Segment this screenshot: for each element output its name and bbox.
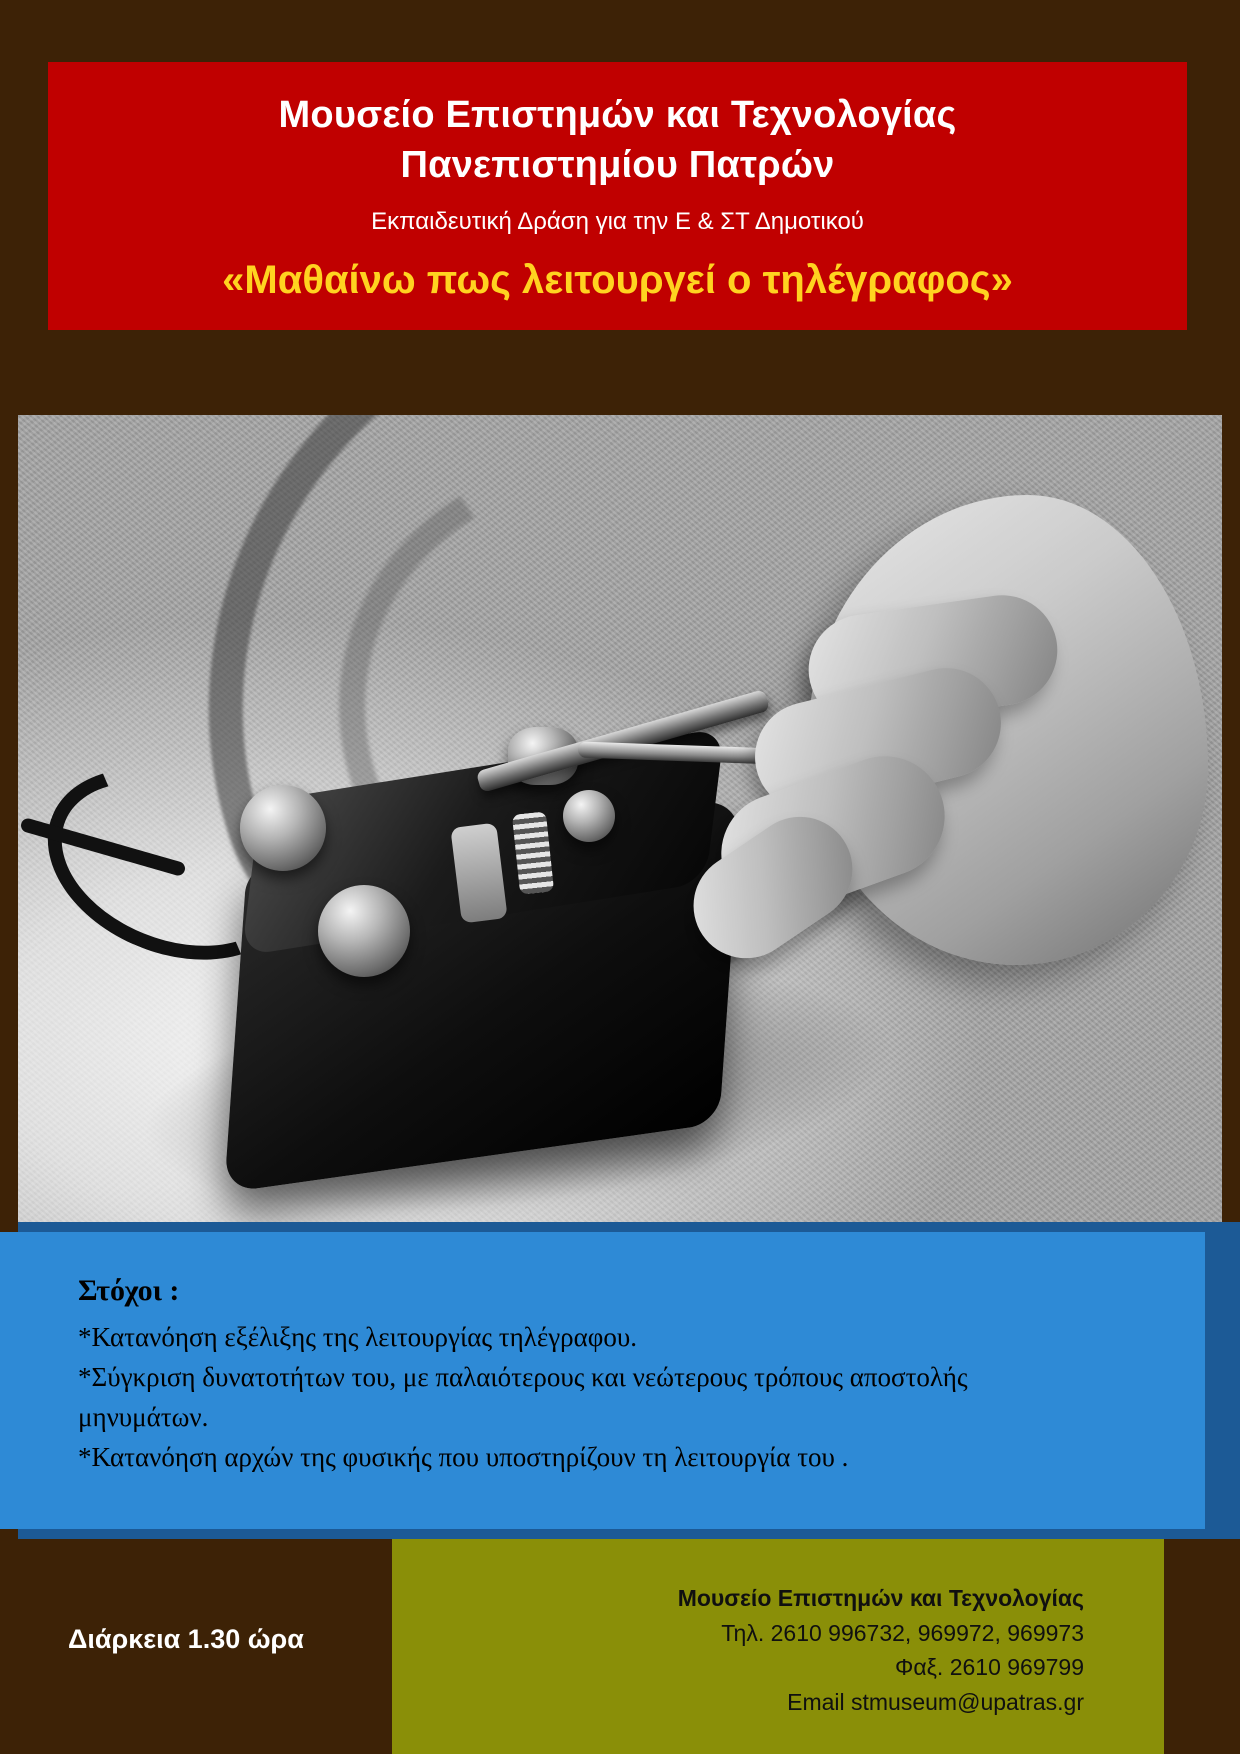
header-subtitle: Εκπαιδευτική Δράση για την Ε & ΣΤ Δημοτικού <box>371 208 864 236</box>
header-title <box>88 90 1147 190</box>
duration-label: Διάρκεια 1.30 ώρα <box>68 1624 304 1654</box>
objectives-title: Στόχοι : <box>78 1274 180 1307</box>
telegraph-adjust-knob-left <box>240 785 326 871</box>
objectives-line: *Κατανόηση εξέλιξης της λειτουργίας τηλέγραφου. <box>78 1322 637 1352</box>
footer-fax: Φαξ. 2610 969799 <box>894 1654 1084 1680</box>
header-title-line1: Μουσείο Επιστημών και Τεχνολογίας <box>278 94 957 136</box>
footer-duration-panel <box>0 1539 392 1754</box>
footer-right-filler <box>1164 1539 1240 1754</box>
footer-museum-name: Μουσείο Επιστημών και Τεχνολογίας <box>677 1585 1084 1611</box>
footer-contact-panel <box>392 1539 1164 1754</box>
telegraph-photo <box>18 415 1222 1225</box>
objectives-box <box>0 1232 1205 1529</box>
objectives-line: *Σύγκριση δυνατοτήτων του, με παλαιότερους και νεώτερους τρόπους αποστολής <box>78 1361 968 1392</box>
header-quote: «Μαθαίνω πως λειτουργεί ο τηλέγραφος» <box>222 257 1013 302</box>
hand <box>658 475 1218 1095</box>
telegraph-adjust-knob-front <box>318 885 410 977</box>
footer-phone: Τηλ. 2610 996732, 969972, 969973 <box>721 1619 1084 1646</box>
header-title-line2: Πανεπιστημίου Πατρών <box>400 144 835 187</box>
objectives-line: μηνυμάτων. <box>78 1401 209 1432</box>
footer-email[interactable]: Email stmuseum@upatras.gr <box>787 1688 1084 1715</box>
header-band <box>48 62 1187 330</box>
objectives-line: *Κατανόηση αρχών της φυσικής που υποστηρίζουν τη λειτουργία του . <box>78 1441 849 1472</box>
telegraph-adjust-knob-right <box>563 790 615 842</box>
